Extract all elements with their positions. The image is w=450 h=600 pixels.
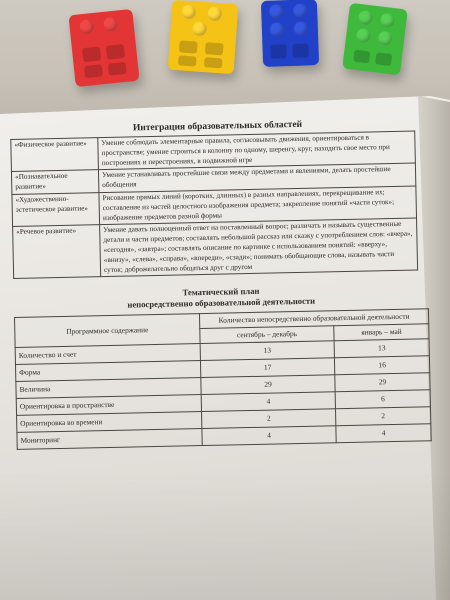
topic-cell: Величина	[16, 378, 201, 399]
area-cell: «Познавательное развитие»	[11, 170, 98, 194]
plan-title-line1: Тематический план	[182, 286, 260, 298]
plan-table	[14, 309, 432, 451]
blue-block	[261, 0, 319, 67]
hole	[179, 40, 198, 53]
page-content	[10, 117, 432, 450]
period2-cell: 2	[336, 407, 431, 426]
stud	[269, 4, 283, 18]
topic-cell: Количество и счет	[15, 344, 200, 365]
red-block	[68, 9, 139, 87]
hole	[178, 55, 197, 66]
stud	[356, 28, 372, 44]
period1-cell: 4	[202, 426, 336, 446]
hole	[270, 44, 286, 59]
period2-cell: 6	[335, 390, 430, 409]
hole	[106, 44, 125, 60]
plan-title-line2: непосредственно образовательной деятельности	[127, 296, 316, 310]
plan-title	[13, 283, 428, 314]
hole	[108, 62, 127, 76]
topic-cell: Мониторинг	[17, 429, 202, 450]
area-cell: «Речевое развитие»	[13, 225, 101, 279]
header-program: Программное содержание	[15, 314, 201, 348]
description-cell: Умение соблюдать элементарные правила, согласовывать движения, ориентироваться в пространстве; умение строиться в колонну по одному, шеренгу, круг, находить свое место при построениях и перестроениях, в подвижной игре	[98, 131, 416, 170]
description-cell: Рисование прямых линий (коротких, длинных) в разных направлениях, перекрещивание их; составление из частей целостного изображения предмета; закрепление понятий «части суток»; изображение предметов разной формы	[99, 186, 417, 225]
hole	[204, 57, 223, 68]
period2-cell: 13	[334, 339, 429, 358]
period1-cell: 4	[201, 392, 335, 412]
yellow-block	[168, 0, 239, 74]
stud	[79, 19, 94, 34]
stud	[294, 21, 308, 35]
hole	[84, 64, 103, 78]
hole	[82, 46, 101, 62]
stud	[103, 16, 118, 31]
period1-cell: 2	[202, 409, 336, 429]
integration-table	[10, 131, 418, 280]
stud	[380, 13, 396, 29]
period2-cell: 4	[336, 424, 431, 443]
header-period2: январь – май	[334, 324, 429, 341]
period2-cell: 16	[335, 356, 430, 375]
description-cell: Умение устанавливать простейшие связи между предметами и явлениями, делать простейшие обобщения	[98, 163, 415, 192]
hole	[353, 50, 370, 64]
header-count: Количество непосредственно образовательной деятельности	[199, 309, 428, 329]
hole	[205, 42, 224, 55]
description-cell: Умение давать полноценный ответ на поставленный вопрос; различать и называть существенные детали и части предметов; составлять небольшой рассказ или сказку с употреблением слов: «вчера», «сегодня», «завтра»; составлять описание по картинке с использованием понятий: «вверху», «внизу», «слева», «справа», «впереди», «сзади»; понимать обобщающие слова, называть части суток; доброжелательно общаться друг с другом	[100, 218, 418, 277]
integration-title: Интеграция образовательных областей	[132, 119, 303, 134]
topic-cell: Ориентировка в пространстве	[16, 395, 201, 416]
topic-cell: Ориентировка во времени	[17, 412, 202, 433]
topic-cell: Форма	[16, 361, 201, 382]
period2-cell: 29	[335, 373, 430, 392]
area-cell: «Физическое развитие»	[11, 138, 99, 172]
stud	[207, 6, 222, 21]
stud	[192, 21, 207, 36]
header-period1: сентябрь – декабрь	[200, 326, 334, 344]
stud	[293, 3, 307, 17]
period1-cell: 17	[200, 358, 334, 378]
hole	[375, 52, 392, 66]
period1-cell: 13	[200, 341, 334, 361]
hole	[292, 43, 308, 58]
stud	[270, 22, 284, 36]
stud	[358, 10, 374, 26]
period1-cell: 29	[201, 375, 335, 395]
table-row	[13, 218, 418, 278]
page-shadow	[0, 470, 450, 600]
green-block	[342, 3, 408, 76]
stud	[181, 4, 196, 19]
stud	[377, 30, 393, 46]
area-cell: «Художественно-эстетическое развитие»	[12, 193, 100, 227]
